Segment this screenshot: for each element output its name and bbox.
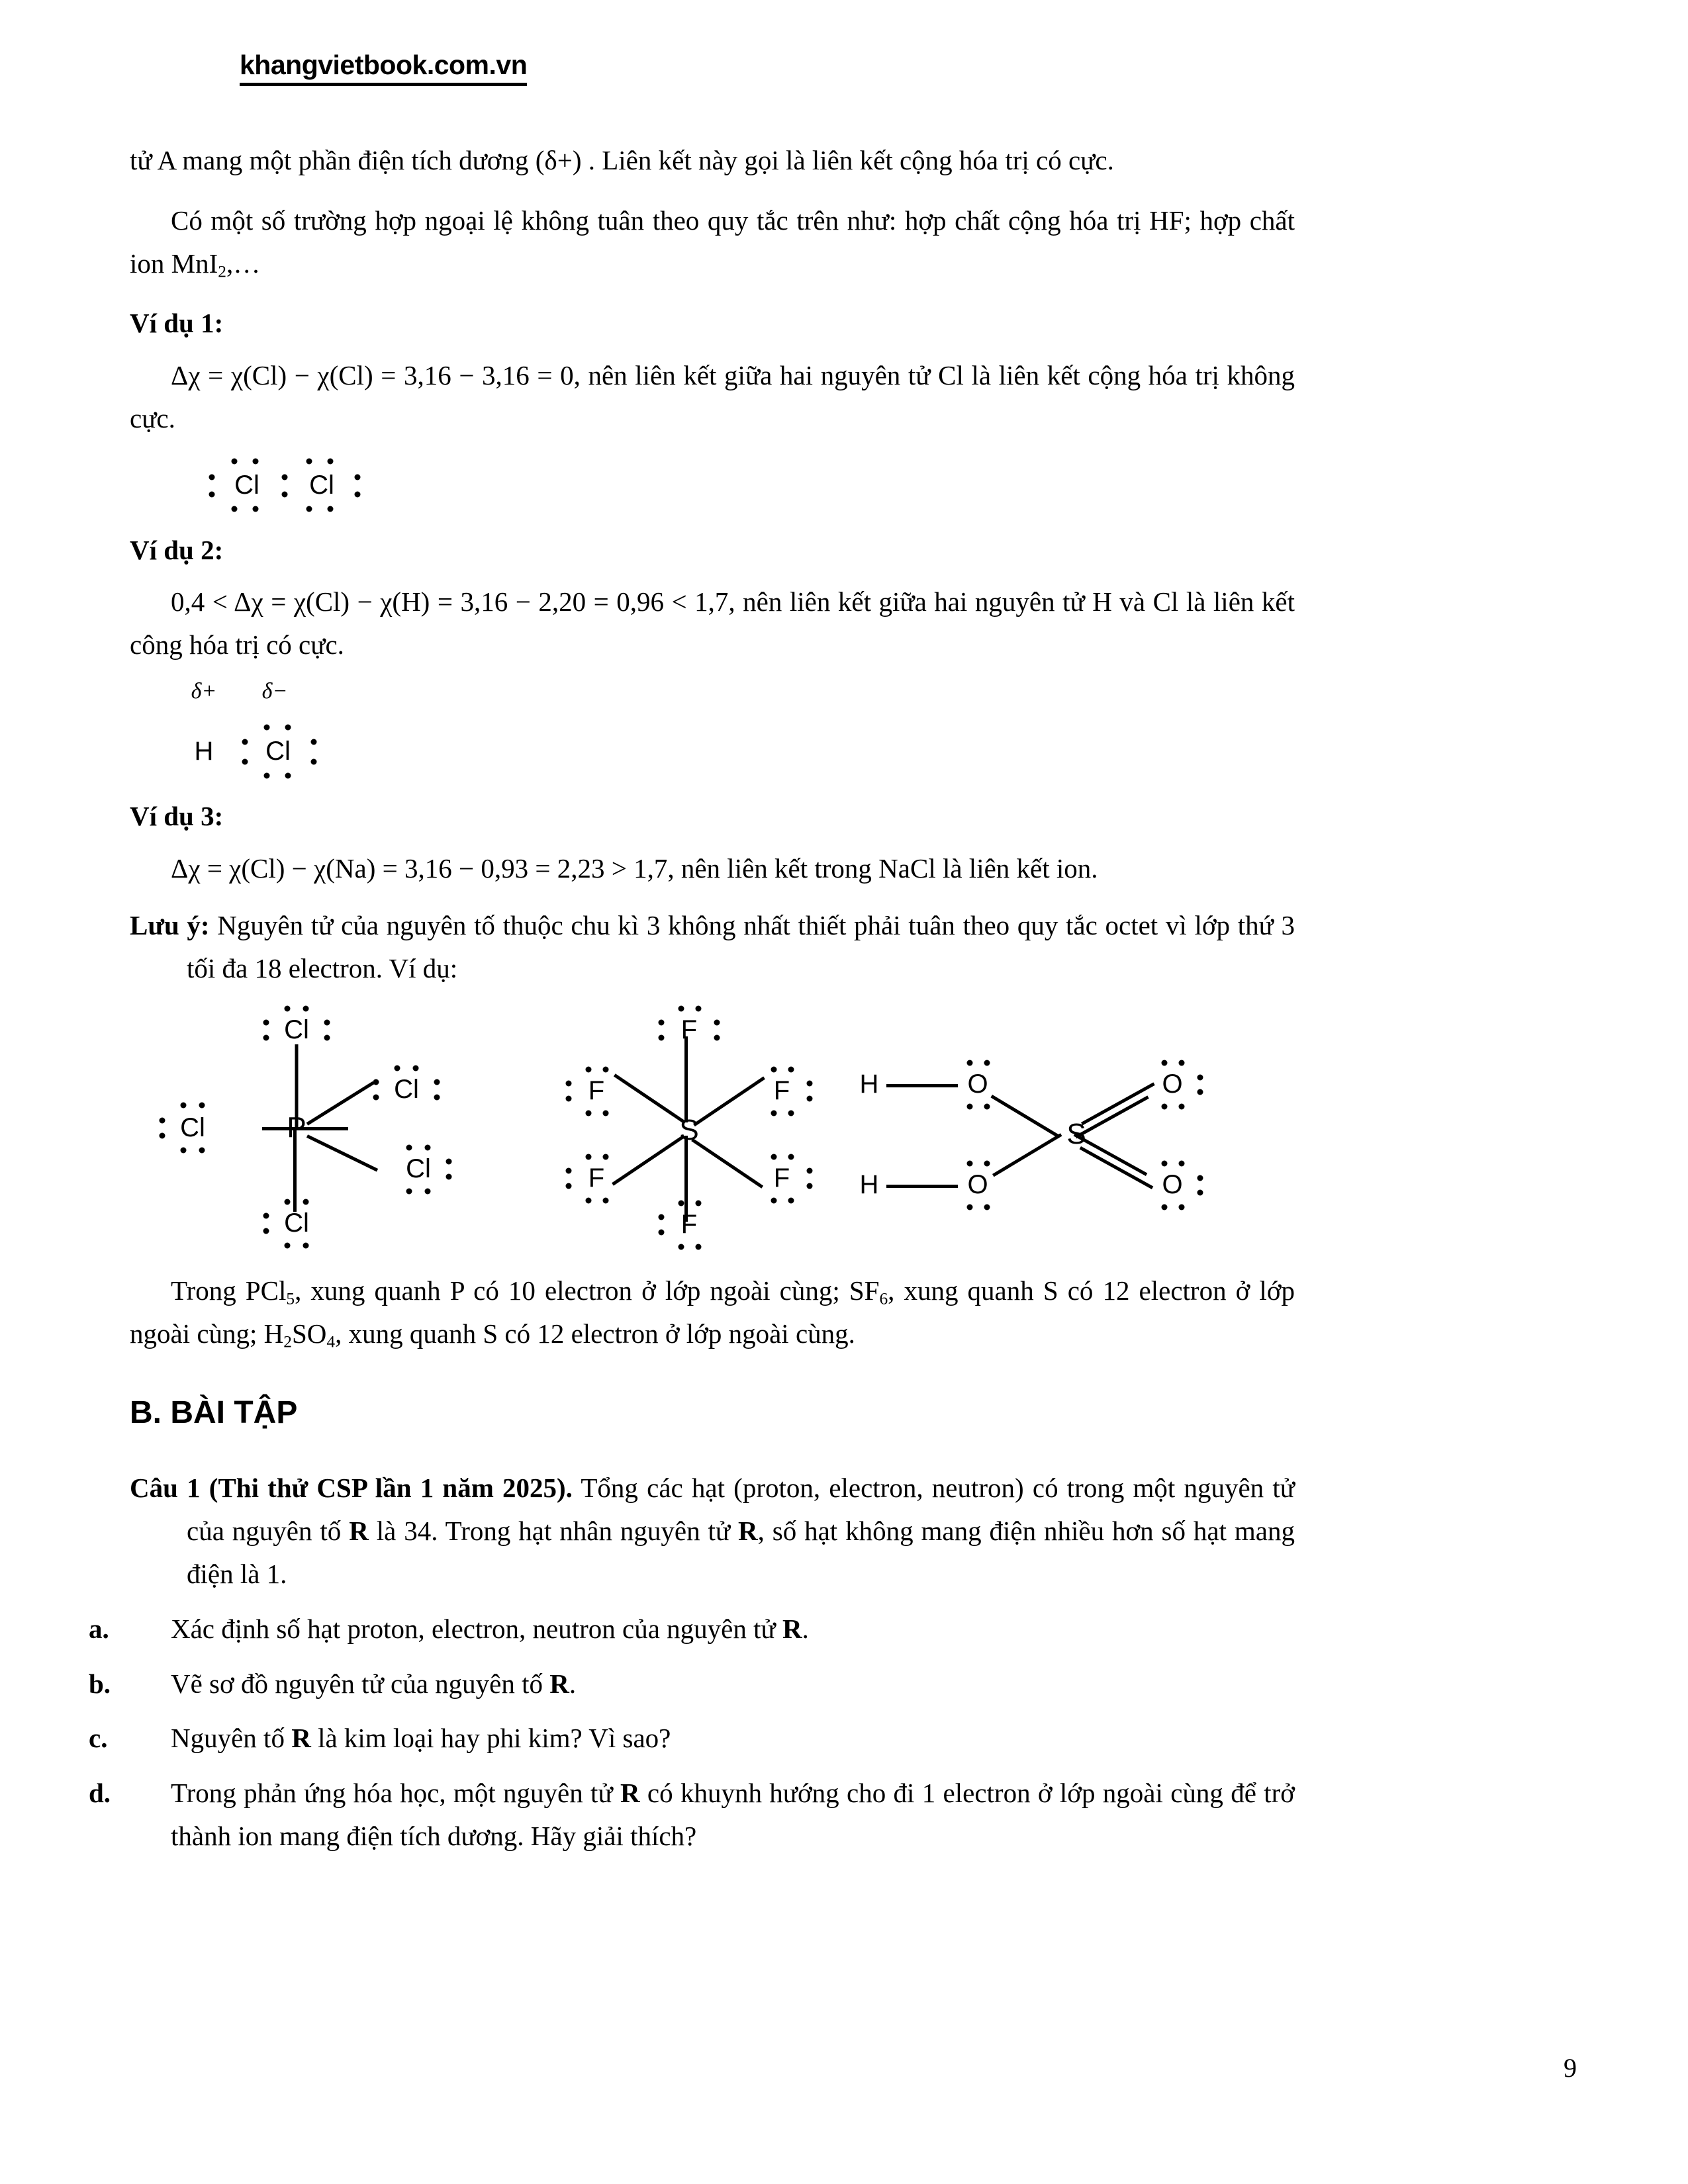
item-b-text-b: . — [569, 1668, 577, 1699]
diagram-sf6-ligand-bottom: F — [680, 1209, 698, 1239]
section-heading-exercises: B. BÀI TẬP — [130, 1395, 298, 1431]
summary-text-a: Trong PCl — [171, 1275, 287, 1306]
lewis-dot — [285, 724, 291, 730]
diagram-h2so4 — [848, 1005, 1219, 1250]
item-marker-b: b. — [89, 1668, 111, 1699]
paragraph-exceptions-text-a: Có một số trường hợp ngoại lệ không tuân theo quy tắc trên như: hợp chất cộng hóa trị HF; hợp chất ion MnI — [130, 205, 1295, 279]
question-1-label: Câu 1 (Thi thử CSP lần 1 năm 2025). — [130, 1473, 573, 1504]
paragraph-intro-text: tử A mang một phần điện tích dương (δ+) . Liên kết này gọi là liên kết cộng hóa trị có cực. — [130, 145, 1114, 175]
item-d-symbol-r: R — [620, 1778, 640, 1809]
item-marker-d: d. — [89, 1778, 111, 1809]
question-1 — [130, 1467, 1295, 1595]
example-2-label: Ví dụ 2: — [130, 534, 224, 565]
question-1-text-a: Tổng các hạt (proton, electron, neutron) có trong một nguyên tử của nguyên tố — [187, 1473, 1295, 1547]
item-b-text-a: Vẽ sơ đồ nguyên tử của nguyên tố — [171, 1668, 550, 1699]
summary-text-d: SO — [292, 1318, 327, 1349]
lewis-dot-shared — [282, 474, 288, 480]
lewis-dot — [311, 739, 317, 745]
item-marker-a: a. — [89, 1613, 109, 1644]
example-3-text: , nên liên kết trong NaCl là liên kết ion. — [667, 852, 1098, 884]
question-1-text-b: là 34. Trong hạt nhân nguyên tử — [368, 1516, 738, 1547]
lewis-dot-shared — [242, 739, 248, 745]
item-c-text-a: Nguyên tố — [171, 1723, 292, 1754]
summary-text-c: , xung quanh S có 12 electron ở lớp ngoài cùng; H — [130, 1275, 1295, 1349]
question-1-item-d — [89, 1772, 1295, 1858]
item-d-text-b: có khuynh hướng cho đi 1 electron ở lớp ngoài cùng để trở thành ion mang điện tích dương. Hãy giải thích? — [171, 1778, 1295, 1851]
diagram-pcl5-ligand-bottom: Cl — [284, 1208, 309, 1238]
item-c-text-b: là kim loại hay phi kim? Vì sao? — [310, 1723, 671, 1754]
page-number: 9 — [1564, 2053, 1577, 2083]
diagram-h2so4-h-bottom: H — [859, 1169, 879, 1199]
lewis-dot — [253, 458, 259, 464]
lewis-dot — [328, 458, 334, 464]
lewis-hcl-delta-minus: δ− — [261, 678, 288, 704]
lewis-structure-cl2 — [130, 444, 1295, 522]
diagram-h2so4-o-double-bottom: O — [1162, 1169, 1183, 1199]
lewis-dot — [264, 772, 270, 778]
summary-text-e: , xung quanh S có 12 electron ở lớp ngoài cùng. — [335, 1318, 855, 1349]
lewis-dot — [355, 474, 361, 480]
lewis-dot — [328, 506, 334, 512]
diagram-pcl5-center-atom: P — [287, 1111, 306, 1144]
diagram-pcl5-ligand-top: Cl — [284, 1015, 309, 1044]
lewis-dot-shared — [282, 491, 288, 497]
lewis-cl2-atom-left: Cl — [234, 470, 259, 500]
item-d-text-a: Trong phản ứng hóa học, một nguyên tử — [171, 1778, 620, 1809]
item-a-text-a: Xác định số hạt proton, electron, neutron của nguyên tử — [171, 1613, 782, 1644]
diagram-sf6-ligand-upper-right: F — [773, 1075, 790, 1105]
diagram-sf6 — [543, 1005, 835, 1250]
lewis-dot — [306, 506, 312, 512]
diagram-sf6-center-atom: S — [679, 1113, 699, 1146]
lewis-dot — [285, 772, 291, 778]
diagram-h2so4-o-double-top: O — [1162, 1069, 1183, 1099]
paragraph-exceptions-text-b: ,… — [226, 248, 261, 279]
lewis-dot-shared — [242, 758, 248, 764]
question-1-symbol-r: R — [349, 1516, 369, 1547]
question-1-text-c: , số hạt không mang điện nhiều hơn số hạt mang điện là 1. — [187, 1516, 1295, 1590]
site-header: khangvietbook.com.vn — [240, 52, 527, 86]
diagram-h2so4-center-atom: S — [1066, 1117, 1086, 1150]
example-1-label: Ví dụ 1: — [130, 308, 224, 339]
lewis-hcl-atom-cl: Cl — [265, 736, 291, 766]
diagram-h2so4-o-single-bottom: O — [967, 1169, 988, 1199]
example-3-body — [130, 847, 1295, 890]
subscript-6: 6 — [879, 1289, 888, 1308]
example-1-label-row — [130, 302, 1295, 345]
diagram-pcl5-ligand-left: Cl — [180, 1113, 205, 1142]
example-1-body — [130, 354, 1295, 440]
diagram-sf6-ligand-lower-right: F — [773, 1163, 790, 1193]
example-1-text: , nên liên kết giữa hai nguyên tử Cl là liên kết cộng hóa trị không cực. — [130, 360, 1295, 433]
subscript-2: 2 — [218, 261, 226, 281]
item-marker-c: c. — [89, 1723, 108, 1754]
diagram-h2so4-h-top: H — [859, 1069, 879, 1099]
question-1-symbol-r2: R — [737, 1516, 758, 1547]
example-3-label: Ví dụ 3: — [130, 800, 224, 831]
lewis-dot — [355, 491, 361, 497]
lewis-dot — [264, 724, 270, 730]
example-2-formula: 0,4 < Δχ = χ(Cl) − χ(H) = 3,16 − 2,20 = 0,96 < 1,7 — [171, 586, 729, 617]
note-paragraph — [130, 904, 1295, 990]
lewis-structure-hcl — [130, 673, 1295, 786]
paragraph-intro — [130, 139, 1295, 182]
item-a-text-b: . — [802, 1613, 809, 1644]
lewis-dot — [311, 758, 317, 764]
example-3-label-row — [130, 795, 1295, 838]
diagram-sf6-ligand-upper-left: F — [588, 1075, 605, 1105]
subscript-5: 5 — [286, 1289, 295, 1308]
lewis-dot — [232, 506, 238, 512]
diagram-sf6-ligand-lower-left: F — [588, 1163, 605, 1193]
paragraph-exceptions — [130, 199, 1295, 285]
lewis-dot — [253, 506, 259, 512]
document-body — [89, 139, 1295, 1858]
diagram-pcl5 — [130, 1005, 540, 1250]
diagram-pcl5-ligand-lower-right: Cl — [406, 1154, 431, 1183]
subscript-2b: 2 — [283, 1332, 292, 1351]
question-1-item-a — [89, 1608, 1295, 1651]
note-text: Nguyên tử của nguyên tố thuộc chu kì 3 không nhất thiết phải tuân theo quy tắc octet vì lớp thứ 3 tối đa 18 electron. Ví dụ: — [187, 910, 1295, 984]
diagram-pcl5-ligand-upper-right: Cl — [394, 1074, 419, 1104]
example-3-formula: Δχ = χ(Cl) − χ(Na) = 3,16 − 0,93 = 2,23 > 1,7 — [171, 852, 668, 884]
item-b-symbol-r: R — [549, 1668, 569, 1699]
example-2-label-row — [130, 529, 1295, 572]
example-2-text: , nên liên kết giữa hai nguyên tử H và Cl là liên kết công hóa trị có cực. — [130, 586, 1295, 660]
lewis-hcl-delta-plus: δ+ — [191, 678, 217, 704]
diagram-sf6-ligand-top: F — [680, 1015, 698, 1044]
lewis-cl2-atom-right: Cl — [309, 470, 334, 500]
note-label: Lưu ý: — [130, 910, 210, 941]
paragraph-summary — [130, 1269, 1295, 1355]
lewis-dot — [306, 458, 312, 464]
item-c-symbol-r: R — [291, 1723, 311, 1754]
lewis-dot — [209, 474, 215, 480]
subscript-4: 4 — [326, 1332, 336, 1351]
molecule-diagrams — [130, 1005, 1295, 1250]
example-2-body — [130, 580, 1295, 666]
question-1-item-c — [89, 1717, 1295, 1760]
question-1-item-b — [89, 1662, 1295, 1706]
lewis-dot — [232, 458, 238, 464]
lewis-hcl-atom-h: H — [194, 736, 214, 766]
lewis-dot — [209, 491, 215, 497]
summary-text-b: , xung quanh P có 10 electron ở lớp ngoài cùng; SF — [295, 1275, 880, 1306]
diagram-h2so4-o-single-top: O — [967, 1069, 988, 1099]
item-a-symbol-r: R — [782, 1613, 802, 1644]
example-1-formula: Δχ = χ(Cl) − χ(Cl) = 3,16 − 3,16 = 0 — [171, 360, 574, 391]
